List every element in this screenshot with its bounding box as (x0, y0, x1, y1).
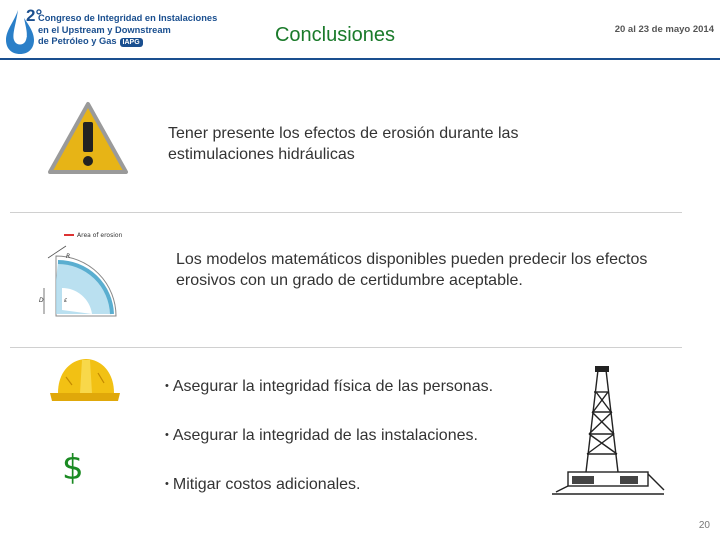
logo-text (38, 13, 228, 48)
bullet-text: Mitigar costos adicionales. (172, 476, 361, 493)
page-title: Conclusiones (274, 24, 396, 46)
logo-line-1: Congreso de Integridad en Instalaciones (38, 13, 218, 23)
section-divider (10, 347, 682, 348)
logo-number: 2° (26, 6, 43, 25)
pipe-elbow-erosion-diagram (36, 228, 128, 320)
diagram-legend: Area of erosion (77, 232, 123, 239)
drilling-rig-icon (548, 362, 668, 502)
header-divider (0, 58, 720, 60)
section-divider (10, 212, 682, 213)
bullet-item: • Asegurar la integridad física de las personas. (165, 378, 494, 395)
warning-icon (46, 100, 130, 176)
erosion-note: Tener presente los efectos de erosión durante las estimulaciones hidráulicas (168, 125, 519, 163)
event-date: 20 al 23 de mayo 2014 (614, 24, 714, 35)
logo-badge: IAPG (120, 38, 143, 47)
hard-hat-icon (48, 355, 122, 407)
page-number: 20 (698, 520, 710, 531)
bullet-item: • Asegurar la integridad de las instalaciones. (165, 427, 478, 444)
dollar-icon: $ (62, 448, 84, 488)
bullet-text: Asegurar la integridad física de las personas. (172, 378, 494, 395)
bullet-text: Asegurar la integridad de las instalaciones. (172, 427, 478, 444)
models-note: Los modelos matemáticos disponibles pueden predecir los efectos erosivos con un grado de certidumbre aceptable. (176, 251, 648, 289)
bullet-item: • Mitigar costos adicionales. (165, 476, 361, 493)
diagram-label-epsilon: ε (64, 297, 68, 304)
diagram-label-d: D (39, 297, 44, 304)
diagram-label-r: R (66, 253, 71, 260)
logo-line-3: de Petróleo y Gas (38, 36, 117, 46)
logo-line-2: en el Upstream y Downstream (38, 24, 171, 35)
